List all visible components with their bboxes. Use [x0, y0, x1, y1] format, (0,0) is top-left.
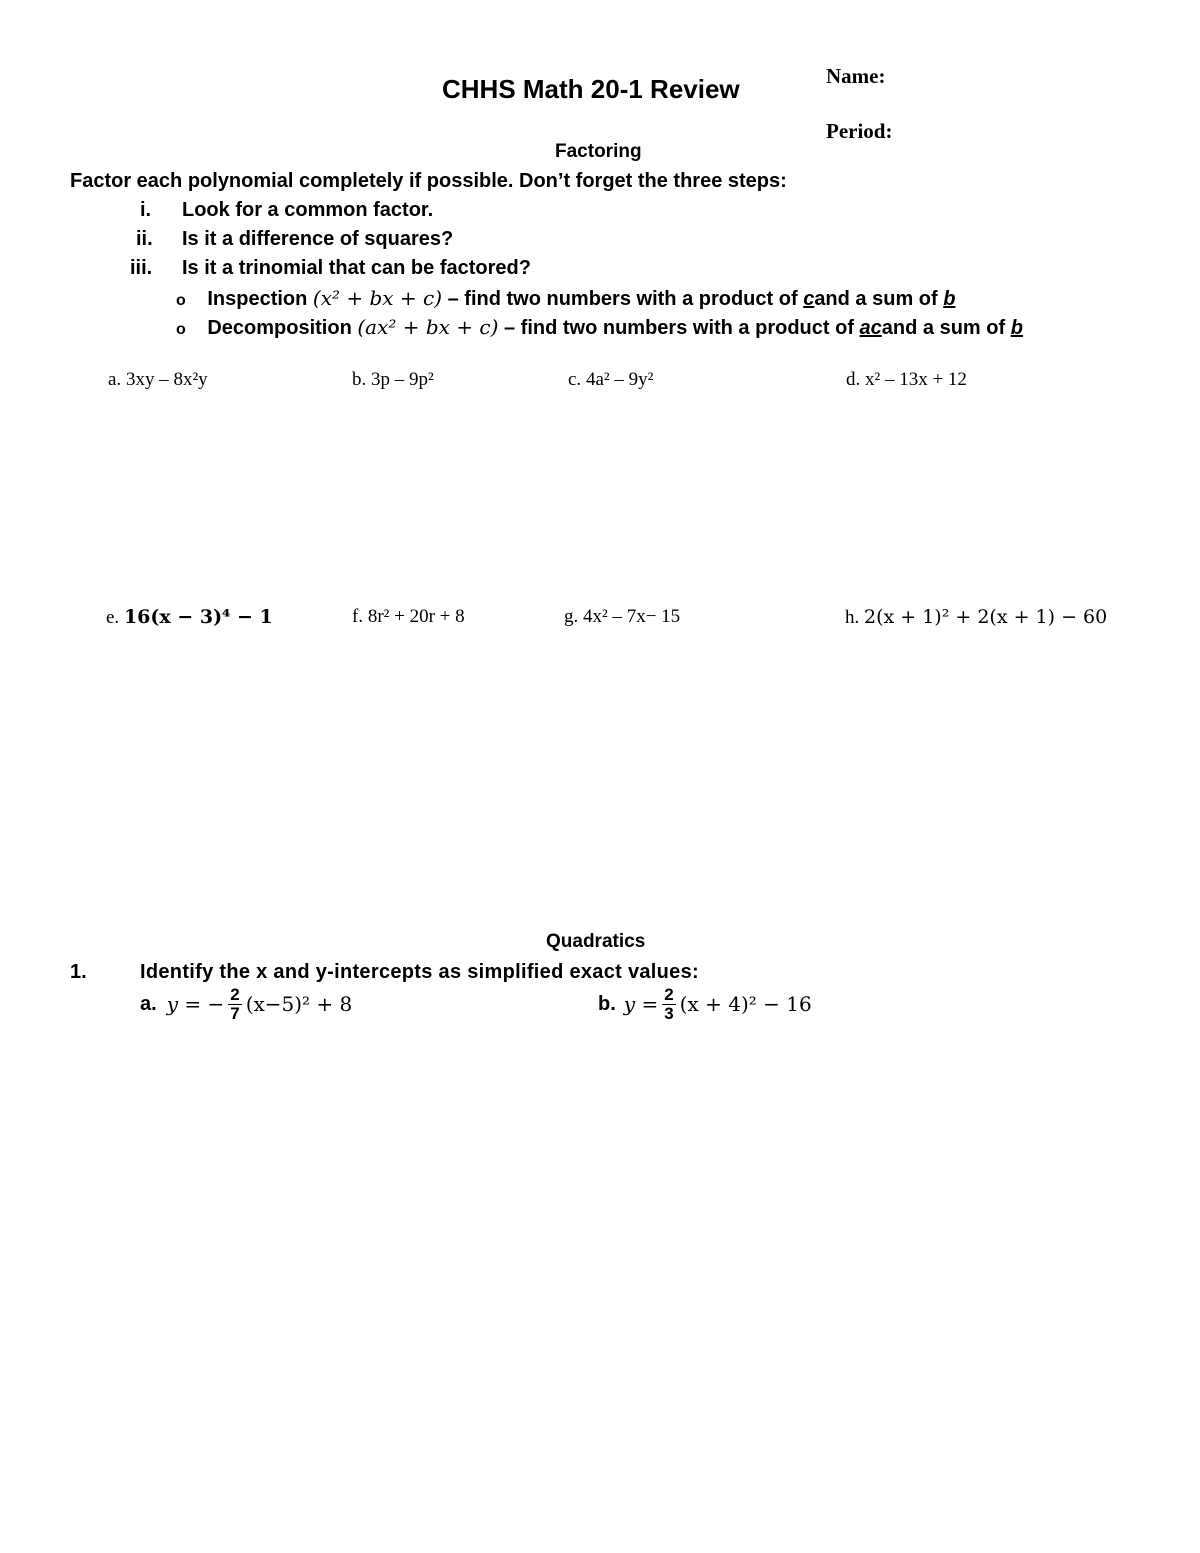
problem-label: d. — [846, 369, 861, 390]
step-text: Look for a common factor. — [182, 199, 434, 221]
sub-step-key: b — [1010, 317, 1023, 339]
step-text: Is it a trinomial that can be factored? — [182, 257, 531, 279]
problem-c — [568, 369, 653, 391]
problem-label: f. — [352, 606, 364, 627]
sub-step — [176, 315, 1023, 340]
part-rest: (x−5)² + 8 — [245, 992, 353, 1017]
part-b — [598, 986, 812, 1023]
fraction — [228, 986, 241, 1023]
question-number: 1. — [70, 961, 87, 983]
sub-step-label: Decomposition — [207, 317, 352, 339]
sub-step-text: – find two numbers with a product of — [447, 288, 798, 310]
name-label: Name: — [826, 64, 886, 88]
problem-h — [845, 606, 1107, 629]
problem-b — [352, 369, 434, 391]
fraction-denominator: 7 — [230, 1003, 240, 1023]
sub-step-mid: and a sum of — [881, 317, 1006, 339]
problem-f — [352, 606, 465, 628]
fraction-denominator: 3 — [664, 1003, 674, 1023]
factoring-instruction: Factor each polynomial completely if possible. Don’t forget the three steps: — [70, 170, 787, 192]
fraction — [662, 986, 675, 1023]
factoring-heading: Factoring — [555, 141, 642, 162]
part-rest: (x + 4)² − 16 — [679, 992, 812, 1017]
step-text: Is it a difference of squares? — [182, 228, 454, 250]
problem-expr: 2(x + 1)² + 2(x + 1) − 60 — [864, 606, 1108, 628]
problem-g — [564, 606, 680, 628]
problem-a — [108, 369, 208, 391]
problem-label: a. — [108, 369, 122, 390]
fraction-numerator: 2 — [230, 985, 240, 1004]
problem-label: b. — [352, 369, 367, 390]
quadratics-heading: Quadratics — [546, 931, 646, 952]
question-text: Identify the x and y-intercepts as simplified exact values: — [140, 961, 699, 983]
sub-step-key: b — [943, 288, 956, 310]
part-a — [140, 986, 352, 1023]
step-marker: i. — [140, 199, 152, 221]
sub-step-key: c — [803, 288, 815, 310]
sub-step-mid: and a sum of — [814, 288, 938, 310]
fraction-numerator: 2 — [664, 985, 674, 1004]
sub-step-expr: (x² + bx + c) — [312, 286, 443, 310]
sub-step — [176, 286, 955, 311]
problem-e — [106, 606, 273, 629]
part-lhs: y = − — [166, 992, 225, 1017]
problem-expr: 3p – 9p² — [371, 369, 434, 390]
problem-expr: x² – 13x + 12 — [865, 369, 967, 390]
problem-label: g. — [564, 606, 579, 627]
period-label: Period: — [826, 119, 893, 143]
sub-step-key: ac — [859, 317, 882, 339]
sub-step-expr: (ax² + bx + c) — [357, 315, 499, 339]
problem-expr: 3xy – 8x²y — [125, 369, 208, 390]
step-marker: iii. — [130, 257, 153, 279]
problem-d — [846, 369, 967, 391]
page-title: CHHS Math 20-1 Review — [442, 74, 740, 104]
problem-label: h. — [845, 607, 860, 628]
problem-expr: 4a² – 9y² — [585, 369, 654, 390]
problem-label: e. — [106, 607, 120, 628]
part-lhs: y = — [623, 992, 659, 1017]
problem-label: c. — [568, 369, 582, 390]
step-marker: ii. — [136, 228, 153, 250]
sub-step-text: – find two numbers with a product of — [503, 317, 854, 339]
part-label: b. — [598, 992, 616, 1015]
problem-expr: 8r² + 20r + 8 — [367, 606, 465, 627]
problem-expr: 16(x − 3)⁴ − 1 — [123, 606, 273, 628]
bullet-marker: o — [176, 292, 186, 309]
bullet-marker: o — [176, 321, 186, 338]
problem-expr: 4x² – 7x− 15 — [583, 606, 681, 627]
sub-step-label: Inspection — [207, 288, 308, 310]
part-label: a. — [140, 992, 157, 1015]
